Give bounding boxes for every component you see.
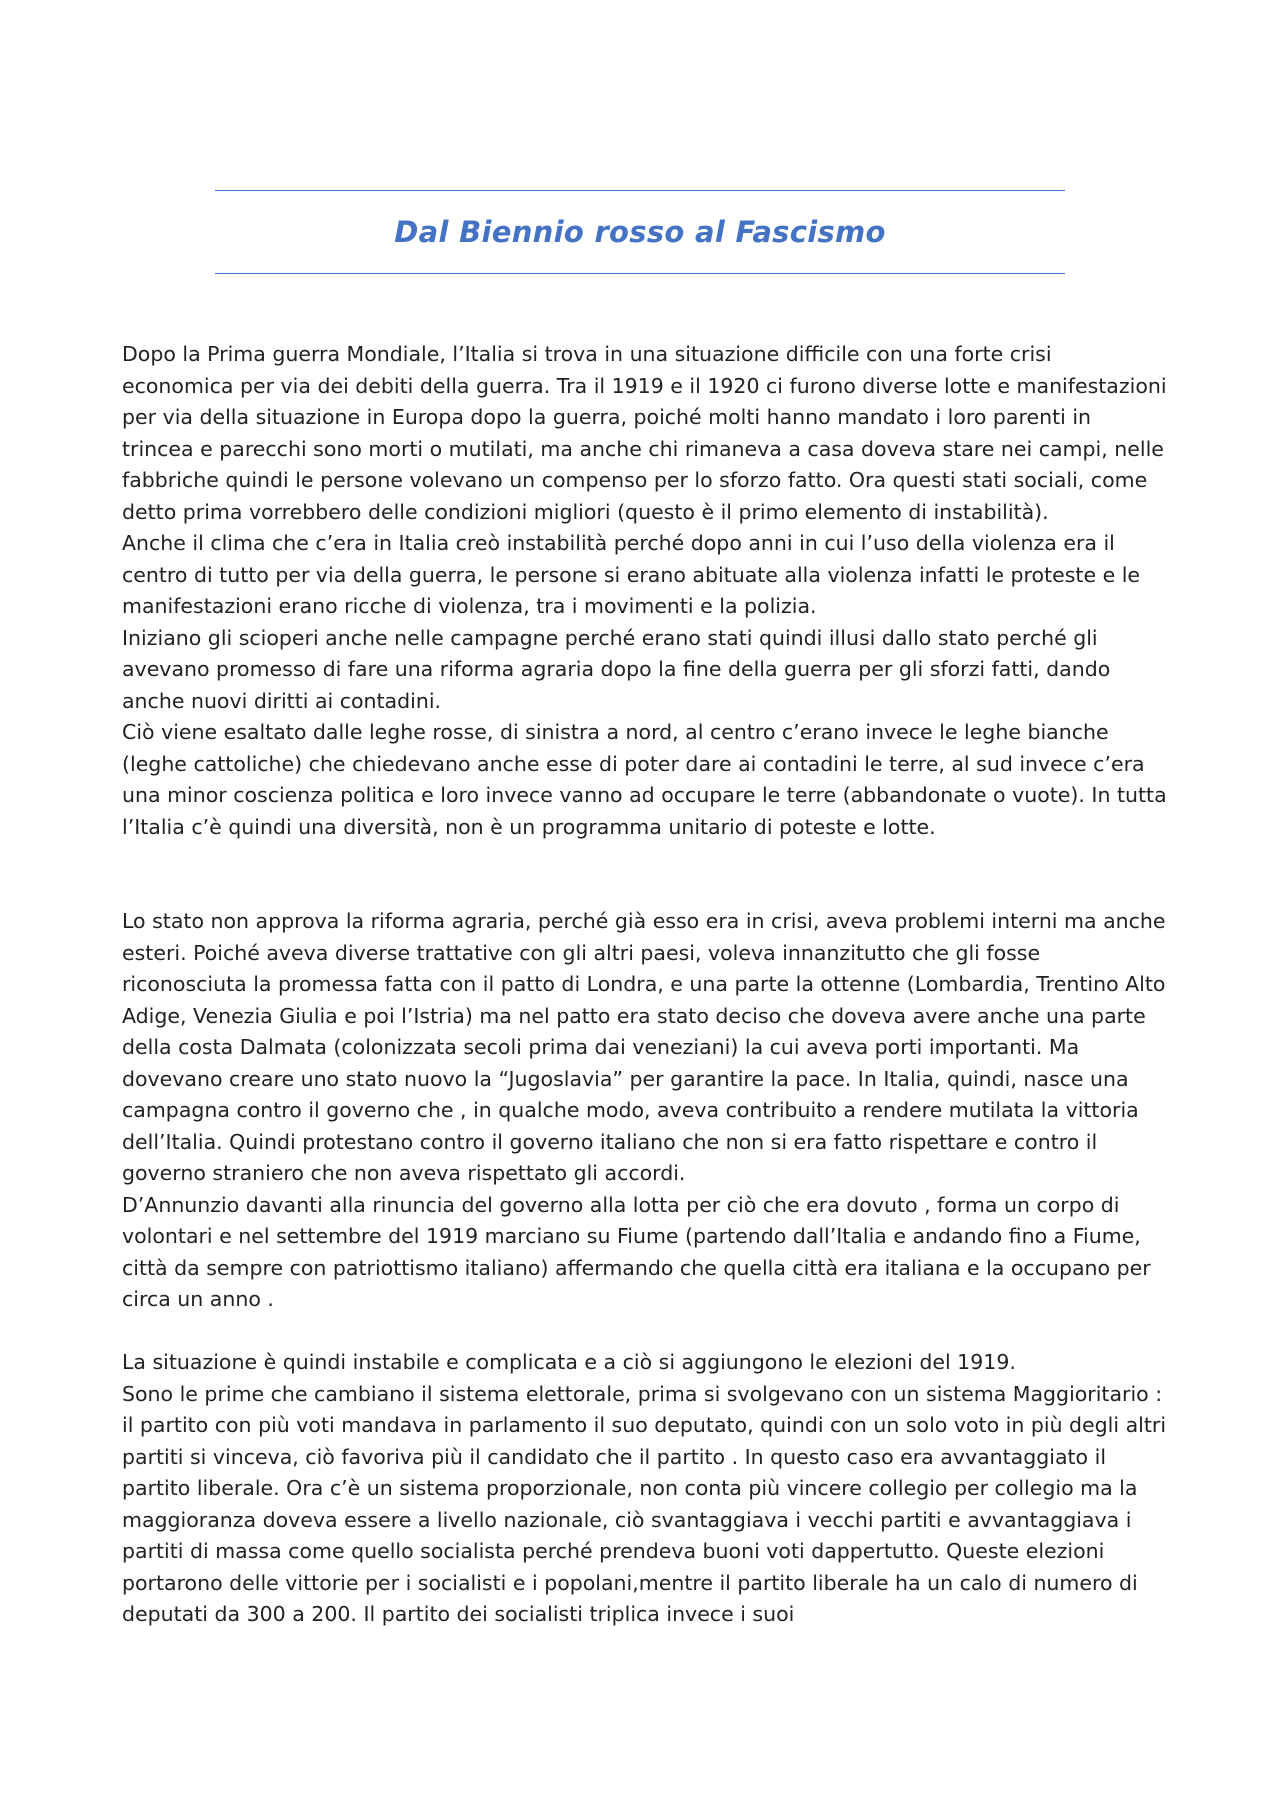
paragraph: La situazione è quindi instabile e complicata e a ciò si aggiungono le elezioni del 1919. <box>122 1350 1016 1374</box>
paragraph-spacer <box>122 1316 1167 1348</box>
paragraph-spacer <box>122 843 1167 906</box>
title-block <box>215 190 1065 274</box>
paragraph: Anche il clima che c’era in Italia creò instabilità perché dopo anni in cui l’uso della violenza era il centro di tutto per via della guerra, le persone si erano abituate alla violenza infatti le proteste e le manifestazioni erano ricche di violenza, tra i movimenti e la polizia. <box>122 531 1141 618</box>
paragraph: Sono le prime che cambiano il sistema elettorale, prima si svolgevano con un sistema Maggioritario : il partito con più voti mandava in parlamento il suo deputato, quindi con un solo voto in più degli altri partiti si vinceva, ciò favoriva più il candidato che il partito . In questo caso era avvantaggiato il partito liberale. Ora c’è un sistema proporzionale, non conta più vincere collegio per collegio ma la maggioranza doveva essere a livello nazionale, ciò svantaggiava i vecchi partiti e avvantaggiava i partiti di massa come quello socialista perché prendeva buoni voti dappertutto. Queste elezioni portarono delle vittorie per i socialisti e i popolani,mentre il partito liberale ha un calo di numero di deputati da 300 a 200. Il partito dei socialisti triplica invece i suoi <box>122 1381 1167 1626</box>
paragraph: Lo stato non approva la riforma agraria, perché già esso era in crisi, aveva problemi interni ma anche esteri. Poiché aveva diverse trattative con gli altri paesi, voleva innanzitutto che gli fosse riconosciuta la promessa fatta con il patto di Londra, e una parte la ottenne (Lombardia, Trentino Alto Adige, Venezia Giulia e poi l’Istria) ma nel patto era stato deciso che doveva avere anche una parte della costa Dalmata (colonizzata secoli prima dai veneziani) la cui aveva porti importanti. Ma dovevano creare uno stato nuovo la “Jugoslavia” per garantire la pace. In Italia, quindi, nasce una campagna contro il governo che , in qualche modo, aveva contribuito a rendere mutilata la vittoria dell’Italia. Quindi protestano contro il governo italiano che non si era fatto rispettare e contro il governo straniero che non aveva rispettato gli accordi. <box>122 909 1166 1185</box>
paragraph: D’Annunzio davanti alla rinuncia del governo alla lotta per ciò che era dovuto , forma un corpo di volontari e nel settembre del 1919 marciano su Fiume (partendo dall’Italia e andando fino a Fiume, città da sempre con patriottismo italiano) affermando che quella città era italiana e la occupano per circa un anno . <box>122 1192 1151 1311</box>
paragraph: Dopo la Prima guerra Mondiale, l’Italia si trova in una situazione difficile con una forte crisi economica per via dei debiti della guerra. Tra il 1919 e il 1920 ci furono diverse lotte e manifestazioni per via della situazione in Europa dopo la guerra, poiché molti hanno mandato i loro parenti in trincea e parecchi sono morti o mutilati, ma anche chi rimaneva a casa doveva stare nei campi, nelle fabbriche quindi le persone volevano un compenso per lo sforzo fatto. Ora questi stati sociali, come detto prima vorrebbero delle condizioni migliori (questo è il primo elemento di instabilità). <box>122 342 1167 524</box>
document-body <box>122 339 1167 1631</box>
paragraph: Ciò viene esaltato dalle leghe rosse, di sinistra a nord, al centro c’erano invece le leghe bianche (leghe cattoliche) che chiedevano anche esse di poter dare ai contadini le terre, al sud invece c’era una minor coscienza politica e loro invece vanno ad occupare le terre (abbandonate o vuote). In tutta l’Italia c’è quindi una diversità, non è un programma unitario di poteste e lotte. <box>122 720 1167 839</box>
title-bottom-rule <box>215 273 1065 274</box>
paragraph: Iniziano gli scioperi anche nelle campagne perché erano stati quindi illusi dallo stato perché gli avevano promesso di fare una riforma agraria dopo la fine della guerra per gli sforzi fatti, dando anche nuovi diritti ai contadini. <box>122 625 1111 713</box>
document-title: Dal Biennio rosso al Fascismo <box>394 215 886 249</box>
